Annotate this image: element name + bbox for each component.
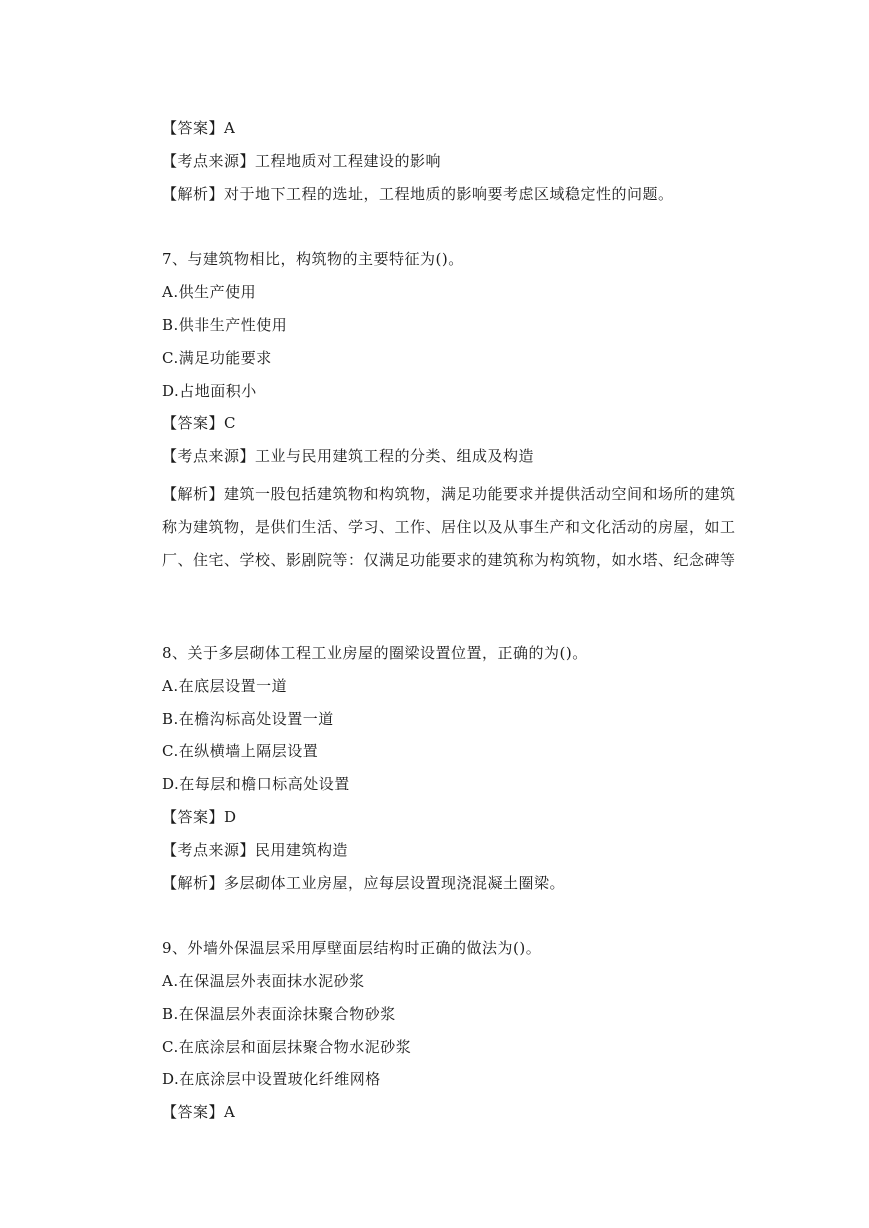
q7-answer: 【答案】C (162, 414, 236, 432)
q7-option-c: C.满足功能要求 (162, 349, 272, 367)
q7-option-a: A.供生产使用 (162, 283, 257, 301)
q9-answer: 【答案】A (162, 1103, 236, 1121)
q8-option-c: C.在纵横墙上隔层设置 (162, 742, 319, 760)
source-prev: 【考点来源】工程地质对工程建设的影响 (162, 152, 442, 170)
q8-answer: 【答案】D (162, 808, 237, 826)
q9-option-d: D.在底涂层中设置玻化纤维网格 (162, 1070, 381, 1088)
question-7: 7、与建筑物相比，构筑物的主要特征为()。 (162, 250, 464, 268)
q8-analysis: 【解析】多层砌体工业房屋，应每层设置现浇混凝土圈梁。 (162, 874, 566, 892)
q9-option-c: C.在底涂层和面层抹聚合物水泥砂浆 (162, 1038, 412, 1056)
q8-option-a: A.在底层设置一道 (162, 677, 288, 695)
q7-option-d: D.占地面积小 (162, 382, 257, 400)
analysis-prev: 【解析】对于地下工程的选址，工程地质的影响要考虑区域稳定性的问题。 (162, 185, 674, 203)
q8-option-d: D.在每层和檐口标高处设置 (162, 775, 350, 793)
q9-option-a: A.在保温层外表面抹水泥砂浆 (162, 972, 365, 990)
question-8: 8、关于多层砌体工程工业房屋的圈梁设置位置，正确的为()。 (162, 644, 588, 662)
q8-source: 【考点来源】民用建筑构造 (162, 841, 349, 859)
answer-prev: 【答案】A (162, 119, 236, 137)
q8-option-b: B.在檐沟标高处设置一道 (162, 710, 334, 728)
question-9: 9、外墙外保温层采用厚壁面层结构时正确的做法为()。 (162, 939, 542, 957)
q9-option-b: B.在保温层外表面涂抹聚合物砂浆 (162, 1005, 396, 1023)
q7-option-b: B.供非生产性使用 (162, 316, 288, 334)
q7-source: 【考点来源】工业与民用建筑工程的分类、组成及构造 (162, 447, 535, 465)
q7-analysis: 【解析】建筑一股包括建筑物和构筑物，满足功能要求并提供活动空间和场所的建筑称为建筑物，是供们生活、学习、工作、居住以及从事生产和文化活动的房屋，如工厂、住宅、学校、影剧院等：仅满足功能要求的建筑称为构筑物，如水塔、纪念碑等 (162, 485, 736, 569)
